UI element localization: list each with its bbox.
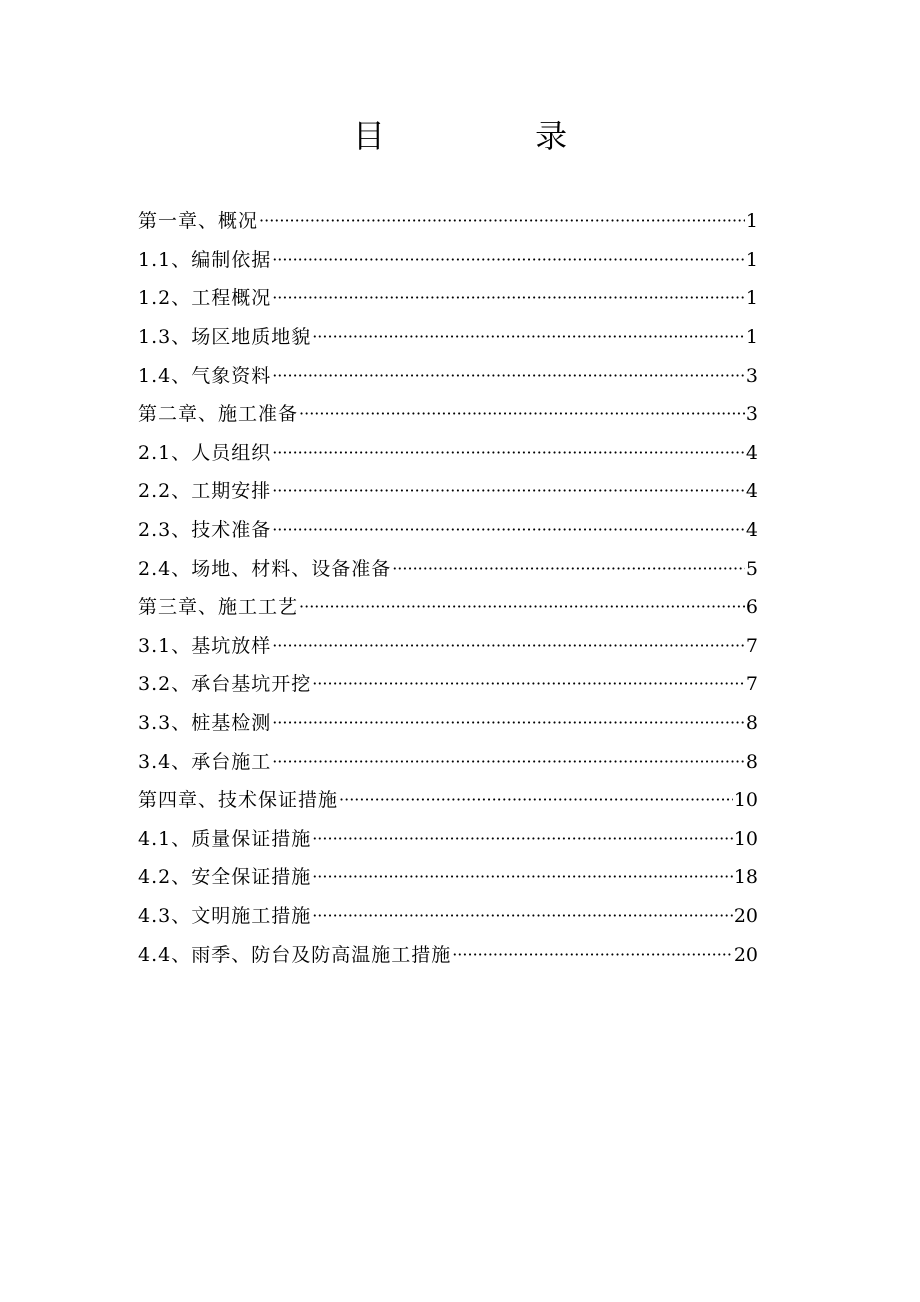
toc-entry[interactable] <box>138 704 758 743</box>
toc-dot-leader <box>299 588 745 626</box>
toc-page-number: 20 <box>733 904 758 927</box>
toc-dot-leader <box>312 665 745 703</box>
toc-dot-leader <box>312 318 745 356</box>
toc-entry-label: 第一章、概况 <box>138 210 259 233</box>
toc-dot-leader <box>392 550 745 588</box>
toc-entry-label: 2.3、技术准备 <box>138 519 272 542</box>
toc-entry[interactable] <box>138 588 758 627</box>
toc-page-number: 8 <box>745 750 758 773</box>
toc-dot-leader <box>312 820 733 858</box>
toc-page-number: 7 <box>745 673 758 696</box>
toc-entry-label: 4.4、雨季、防台及防高温施工措施 <box>138 943 452 966</box>
toc-page-number: 20 <box>733 943 758 966</box>
toc-entry[interactable] <box>138 202 758 241</box>
toc-entry-label: 1.3、场区地质地貌 <box>138 326 312 349</box>
toc-dot-leader <box>299 395 745 433</box>
toc-page-number: 5 <box>745 557 758 580</box>
toc-entry-label: 1.4、气象资料 <box>138 364 272 387</box>
toc-page-number: 4 <box>745 480 758 503</box>
table-of-contents <box>138 202 758 974</box>
toc-dot-leader <box>272 279 745 317</box>
toc-entry[interactable] <box>138 627 758 666</box>
toc-entry[interactable] <box>138 241 758 280</box>
toc-entry[interactable] <box>138 472 758 511</box>
toc-entry[interactable] <box>138 318 758 357</box>
toc-entry-label: 3.4、承台施工 <box>138 750 272 773</box>
toc-entry[interactable] <box>138 395 758 434</box>
toc-entry-label: 1.2、工程概况 <box>138 287 272 310</box>
toc-entry-label: 2.2、工期安排 <box>138 480 272 503</box>
toc-dot-leader <box>272 511 745 549</box>
toc-entry-label: 3.2、承台基坑开挖 <box>138 673 312 696</box>
toc-page-number: 1 <box>745 210 758 233</box>
toc-page-number: 6 <box>745 596 758 619</box>
toc-page-number: 18 <box>733 866 758 889</box>
page-title: 目 录 <box>352 117 638 155</box>
toc-entry-label: 2.1、人员组织 <box>138 441 272 464</box>
toc-entry-label: 4.2、安全保证措施 <box>138 866 312 889</box>
toc-entry-label: 3.3、桩基检测 <box>138 712 272 735</box>
toc-entry-label: 4.3、文明施工措施 <box>138 904 312 927</box>
toc-entry-label: 第二章、施工准备 <box>138 403 299 426</box>
toc-dot-leader <box>272 241 745 279</box>
toc-dot-leader <box>272 743 745 781</box>
toc-dot-leader <box>272 472 745 510</box>
toc-entry-label: 第三章、施工工艺 <box>138 596 299 619</box>
toc-page-number: 10 <box>733 789 758 812</box>
toc-page-number: 1 <box>745 248 758 271</box>
toc-entry-label: 2.4、场地、材料、设备准备 <box>138 557 392 580</box>
toc-dot-leader <box>259 202 745 240</box>
toc-page-number: 3 <box>745 403 758 426</box>
toc-entry[interactable] <box>138 897 758 936</box>
toc-page-number: 4 <box>745 519 758 542</box>
toc-entry[interactable] <box>138 665 758 704</box>
toc-dot-leader <box>312 858 733 896</box>
toc-dot-leader <box>272 627 745 665</box>
toc-page-number: 1 <box>745 287 758 310</box>
toc-page-number: 10 <box>733 827 758 850</box>
toc-entry[interactable] <box>138 279 758 318</box>
toc-entry[interactable] <box>138 742 758 781</box>
toc-page-number: 1 <box>745 326 758 349</box>
toc-dot-leader <box>272 357 745 395</box>
toc-dot-leader <box>312 897 733 935</box>
toc-entry[interactable] <box>138 549 758 588</box>
toc-dot-leader <box>272 434 745 472</box>
toc-entry[interactable] <box>138 858 758 897</box>
toc-page-number: 8 <box>745 712 758 735</box>
toc-page-number: 4 <box>745 441 758 464</box>
toc-entry-label: 第四章、技术保证措施 <box>138 789 339 812</box>
toc-entry-label: 4.1、质量保证措施 <box>138 827 312 850</box>
toc-entry[interactable] <box>138 820 758 859</box>
toc-dot-leader <box>272 704 745 742</box>
toc-entry[interactable] <box>138 356 758 395</box>
toc-dot-leader <box>452 936 733 974</box>
toc-entry-label: 3.1、基坑放样 <box>138 634 272 657</box>
toc-entry[interactable] <box>138 434 758 473</box>
toc-page-number: 3 <box>745 364 758 387</box>
toc-entry[interactable] <box>138 935 758 974</box>
toc-dot-leader <box>339 781 733 819</box>
toc-page-number: 7 <box>745 634 758 657</box>
toc-entry[interactable] <box>138 781 758 820</box>
toc-entry-label: 1.1、编制依据 <box>138 248 272 271</box>
toc-entry[interactable] <box>138 511 758 550</box>
